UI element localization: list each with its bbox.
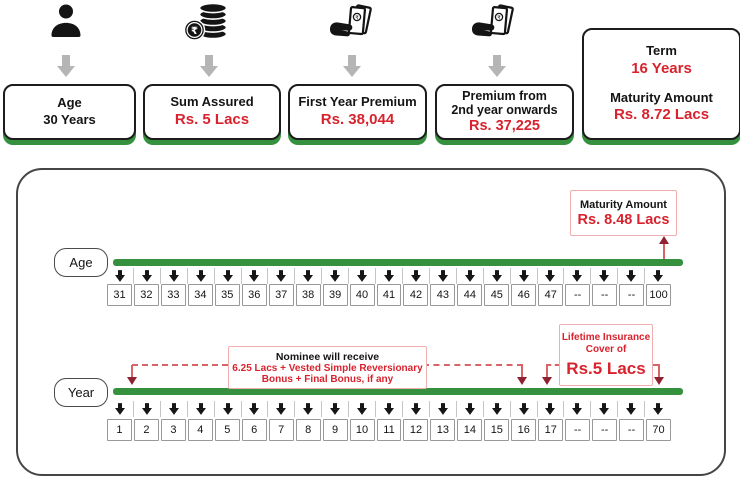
svg-text:₹: ₹ xyxy=(191,26,198,37)
year-cell: -- xyxy=(592,419,617,441)
tick-arrow-cell xyxy=(134,401,161,417)
tick-down-arrow-icon xyxy=(169,403,179,415)
tick-arrow-cell xyxy=(268,401,295,417)
flow-down-arrow-icon xyxy=(200,55,218,77)
tick-down-arrow-icon xyxy=(572,270,582,282)
age-cells-row xyxy=(107,284,671,306)
tick-down-arrow-icon xyxy=(223,403,233,415)
tick-down-arrow-icon xyxy=(572,403,582,415)
lifetime-cover-callout xyxy=(559,324,653,386)
age-cell: 37 xyxy=(269,284,294,306)
rupee-coins-icon xyxy=(184,1,230,48)
tick-down-arrow-icon xyxy=(545,270,555,282)
summary-card xyxy=(3,84,136,140)
tick-arrow-cell xyxy=(322,401,349,417)
tick-down-arrow-icon xyxy=(384,270,394,282)
tick-arrow-cell xyxy=(188,268,215,284)
tick-arrow-cell xyxy=(618,401,645,417)
tick-down-arrow-icon xyxy=(196,270,206,282)
age-cell: -- xyxy=(619,284,644,306)
age-cell: 38 xyxy=(296,284,321,306)
year-cell: 12 xyxy=(403,419,428,441)
tick-arrow-cell xyxy=(511,268,538,284)
tick-arrow-cell xyxy=(484,268,511,284)
tick-arrow-cell xyxy=(242,268,269,284)
age-cell: 39 xyxy=(323,284,348,306)
card-value: Rs. 37,225 xyxy=(469,118,540,135)
year-timeline-bar xyxy=(113,388,683,395)
card-title: 30 Years xyxy=(43,112,96,127)
year-cell: 3 xyxy=(161,419,186,441)
nominee-marker-arrow-icon xyxy=(127,365,137,385)
tick-arrow-cell xyxy=(564,268,591,284)
tick-down-arrow-icon xyxy=(519,403,529,415)
age-cell: 35 xyxy=(215,284,240,306)
tick-down-arrow-icon xyxy=(653,403,663,415)
tick-down-arrow-icon xyxy=(303,403,313,415)
year-cell: 17 xyxy=(538,419,563,441)
cash-hand-icon xyxy=(329,4,375,47)
tick-down-arrow-icon xyxy=(599,403,609,415)
card-value: Rs. 5 Lacs xyxy=(174,111,250,129)
year-cell: 11 xyxy=(377,419,402,441)
maturity-callout-title: Maturity Amount xyxy=(580,198,667,211)
age-cell: 34 xyxy=(188,284,213,306)
tick-down-arrow-icon xyxy=(303,270,313,282)
tick-arrow-cell xyxy=(403,268,430,284)
tick-down-arrow-icon xyxy=(330,403,340,415)
nominee-callout-line: 6.25 Lacs + Vested Simple Reversionary xyxy=(232,362,423,374)
tick-arrow-cell xyxy=(618,268,645,284)
year-cell: -- xyxy=(565,419,590,441)
tick-down-arrow-icon xyxy=(465,270,475,282)
tick-arrow-cell xyxy=(430,401,457,417)
tick-arrow-cell xyxy=(591,401,618,417)
tick-arrow-cell xyxy=(591,268,618,284)
nominee-callout-title: Nominee will receive xyxy=(275,350,380,363)
tick-down-arrow-icon xyxy=(249,270,259,282)
tick-arrow-cell xyxy=(645,268,671,284)
svg-text:₹: ₹ xyxy=(355,15,359,22)
tick-arrow-cell xyxy=(349,401,376,417)
nominee-benefit-callout xyxy=(228,346,427,389)
age-cell: 46 xyxy=(511,284,536,306)
tick-arrow-cell xyxy=(107,268,134,284)
age-cell: 32 xyxy=(134,284,159,306)
tick-arrow-cell xyxy=(161,401,188,417)
tick-arrow-cell xyxy=(295,268,322,284)
tick-arrow-cell xyxy=(430,268,457,284)
tick-down-arrow-icon xyxy=(115,403,125,415)
tick-down-arrow-icon xyxy=(492,403,502,415)
flow-down-arrow-icon xyxy=(57,55,75,77)
tick-down-arrow-icon xyxy=(142,270,152,282)
age-cell: 40 xyxy=(350,284,375,306)
nominee-callout-line: Bonus + Final Bonus, if any xyxy=(261,373,394,385)
age-cell: 44 xyxy=(457,284,482,306)
tick-down-arrow-icon xyxy=(276,270,286,282)
tick-arrow-cell xyxy=(511,401,538,417)
summary-card xyxy=(288,84,427,140)
age-axis-label: Age xyxy=(54,248,108,277)
year-cell: -- xyxy=(619,419,644,441)
summary-card xyxy=(143,84,281,140)
tick-down-arrow-icon xyxy=(384,403,394,415)
tick-arrow-cell xyxy=(457,268,484,284)
tick-arrow-cell xyxy=(538,268,565,284)
card-title: Age xyxy=(57,95,82,111)
tick-down-arrow-icon xyxy=(196,403,206,415)
age-cell: 45 xyxy=(484,284,509,306)
card-value: Rs. 8.72 Lacs xyxy=(613,106,710,124)
year-axis-label: Year xyxy=(54,378,108,407)
year-cell: 5 xyxy=(215,419,240,441)
age-cell: 47 xyxy=(538,284,563,306)
cash-hand-icon xyxy=(471,4,517,47)
nominee-marker-arrow-icon xyxy=(517,365,527,385)
tick-arrow-cell xyxy=(295,401,322,417)
nominee-dashed-line-left xyxy=(132,364,228,366)
tick-arrow-cell xyxy=(242,401,269,417)
tick-down-arrow-icon xyxy=(626,270,636,282)
tick-down-arrow-icon xyxy=(330,270,340,282)
person-icon xyxy=(48,3,84,44)
card-value: Rs. 38,044 xyxy=(320,111,395,129)
tick-arrow-cell xyxy=(376,268,403,284)
tick-down-arrow-icon xyxy=(653,270,663,282)
year-cell: 14 xyxy=(457,419,482,441)
year-cell: 15 xyxy=(484,419,509,441)
tick-down-arrow-icon xyxy=(357,403,367,415)
card-value: 16 Years xyxy=(631,59,692,77)
lifetime-callout-line: Cover of xyxy=(585,344,627,355)
tick-arrow-cell xyxy=(457,401,484,417)
lifetime-callout-line: Lifetime Insurance xyxy=(561,331,651,343)
tick-down-arrow-icon xyxy=(438,270,448,282)
tick-arrow-cell xyxy=(107,401,134,417)
maturity-amount-callout xyxy=(570,190,677,236)
tick-arrow-cell xyxy=(564,401,591,417)
tick-arrow-cell xyxy=(376,401,403,417)
age-cell: 43 xyxy=(430,284,455,306)
tick-arrow-cell xyxy=(322,268,349,284)
age-cell: 31 xyxy=(107,284,132,306)
year-tick-arrow-row xyxy=(107,401,671,417)
card-title: Term xyxy=(646,42,677,58)
tick-arrow-cell xyxy=(645,401,671,417)
age-cell: 42 xyxy=(403,284,428,306)
year-cells-row xyxy=(107,419,671,441)
age-cell: 100 xyxy=(646,284,671,306)
tick-arrow-cell xyxy=(215,268,242,284)
cover-marker-arrow-icon xyxy=(542,365,552,385)
summary-card xyxy=(582,28,740,140)
tick-down-arrow-icon xyxy=(492,270,502,282)
tick-arrow-cell xyxy=(161,268,188,284)
tick-arrow-cell xyxy=(484,401,511,417)
cover-marker-arrow-icon xyxy=(654,365,664,385)
maturity-callout-value: Rs. 8.48 Lacs xyxy=(577,211,670,228)
tick-arrow-cell xyxy=(188,401,215,417)
card-title: First Year Premium xyxy=(298,94,417,110)
summary-card xyxy=(435,84,574,140)
tick-arrow-cell xyxy=(403,401,430,417)
year-cell: 1 xyxy=(107,419,132,441)
year-cell: 4 xyxy=(188,419,213,441)
tick-down-arrow-icon xyxy=(438,403,448,415)
age-cell: -- xyxy=(565,284,590,306)
card-title: Maturity Amount xyxy=(610,89,713,105)
year-cell: 70 xyxy=(646,419,671,441)
year-cell: 7 xyxy=(269,419,294,441)
age-cell: -- xyxy=(592,284,617,306)
year-cell: 10 xyxy=(350,419,375,441)
tick-down-arrow-icon xyxy=(169,270,179,282)
age-tick-arrow-row xyxy=(107,268,671,284)
lifetime-callout-value: Rs.5 Lacs xyxy=(566,358,646,378)
age-cell: 41 xyxy=(377,284,402,306)
year-cell: 16 xyxy=(511,419,536,441)
tick-down-arrow-icon xyxy=(357,270,367,282)
tick-down-arrow-icon xyxy=(465,403,475,415)
svg-text:₹: ₹ xyxy=(497,15,501,22)
tick-arrow-cell xyxy=(268,268,295,284)
age-cell: 33 xyxy=(161,284,186,306)
timeline-panel xyxy=(16,168,726,476)
tick-down-arrow-icon xyxy=(411,270,421,282)
tick-down-arrow-icon xyxy=(142,403,152,415)
tick-arrow-cell xyxy=(134,268,161,284)
year-cell: 8 xyxy=(296,419,321,441)
age-timeline-bar xyxy=(113,259,683,266)
tick-arrow-cell xyxy=(538,401,565,417)
tick-down-arrow-icon xyxy=(276,403,286,415)
tick-arrow-cell xyxy=(215,401,242,417)
card-title: Premium from xyxy=(462,88,547,103)
tick-arrow-cell xyxy=(349,268,376,284)
year-cell: 2 xyxy=(134,419,159,441)
tick-down-arrow-icon xyxy=(115,270,125,282)
tick-down-arrow-icon xyxy=(626,403,636,415)
tick-down-arrow-icon xyxy=(599,270,609,282)
tick-down-arrow-icon xyxy=(223,270,233,282)
flow-down-arrow-icon xyxy=(488,55,506,77)
flow-down-arrow-icon xyxy=(343,55,361,77)
maturity-pointer-arrow-icon xyxy=(659,236,669,259)
tick-down-arrow-icon xyxy=(249,403,259,415)
tick-down-arrow-icon xyxy=(545,403,555,415)
tick-down-arrow-icon xyxy=(519,270,529,282)
card-title: Sum Assured xyxy=(170,94,254,110)
year-cell: 6 xyxy=(242,419,267,441)
card-title: 2nd year onwards xyxy=(451,103,558,118)
tick-down-arrow-icon xyxy=(411,403,421,415)
year-cell: 9 xyxy=(323,419,348,441)
year-cell: 13 xyxy=(430,419,455,441)
nominee-dashed-line-right xyxy=(423,364,523,366)
age-cell: 36 xyxy=(242,284,267,306)
